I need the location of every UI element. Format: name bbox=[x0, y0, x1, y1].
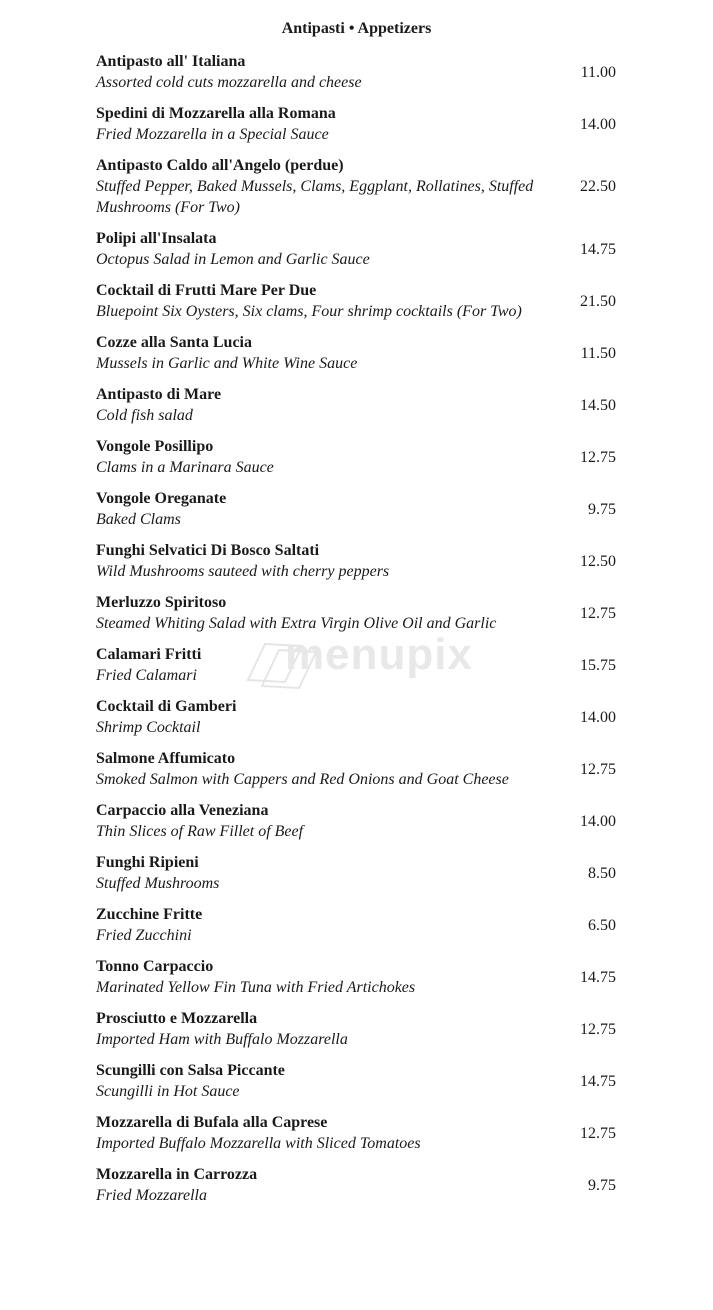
menu-item-price: 14.00 bbox=[580, 115, 616, 133]
menu-item-price: 14.75 bbox=[580, 1072, 616, 1090]
menu-item-text bbox=[96, 437, 556, 478]
menu-item bbox=[96, 853, 616, 894]
menu-item-name: Salmone Affumicato bbox=[96, 750, 236, 767]
menu-item-price: 12.75 bbox=[580, 760, 616, 778]
menu-item-description: Assorted cold cuts mozzarella and cheese bbox=[96, 74, 362, 91]
menu-item-price: 22.50 bbox=[580, 178, 616, 195]
menu-item-text bbox=[96, 104, 556, 145]
menu-item-name: Zucchine Fritte bbox=[96, 906, 203, 923]
menu-item-name: Mozzarella di Bufala alla Caprese bbox=[96, 1114, 328, 1131]
menu-item-price: 6.50 bbox=[588, 916, 616, 934]
menu-item-text bbox=[96, 333, 556, 374]
menu-item-price: 11.00 bbox=[580, 63, 616, 81]
menu-item-text bbox=[96, 593, 556, 634]
menu-item bbox=[96, 749, 616, 790]
menu-list bbox=[96, 52, 616, 1217]
section-title: Antipasti • Appetizers bbox=[281, 20, 432, 37]
menu-item-price: 12.75 bbox=[580, 1020, 616, 1038]
menu-item-description: Cold fish salad bbox=[96, 407, 193, 424]
menu-item-price: 14.00 bbox=[580, 812, 616, 830]
menu-item-name: Antipasto di Mare bbox=[96, 386, 222, 403]
menu-item-price: 14.00 bbox=[580, 708, 616, 726]
menu-item bbox=[96, 905, 616, 946]
menu-item-description: Thin Slices of Raw Fillet of Beef bbox=[96, 823, 304, 840]
menu-item-description: Fried Mozzarella in a Special Sauce bbox=[96, 126, 329, 143]
menu-item-description: Smoked Salmon with Cappers and Red Onions and Goat Cheese bbox=[96, 771, 509, 788]
menu-item bbox=[96, 333, 616, 374]
menu-item-text bbox=[96, 541, 556, 582]
menu-item-text bbox=[96, 697, 556, 738]
menu-item-text bbox=[96, 1113, 556, 1154]
menu-item bbox=[96, 1061, 616, 1102]
menu-item bbox=[96, 541, 616, 582]
menu-item bbox=[96, 156, 616, 218]
menu-item bbox=[96, 104, 616, 145]
menu-item-name: Calamari Fritti bbox=[96, 646, 202, 663]
menu-item-description: Scungilli in Hot Sauce bbox=[96, 1083, 240, 1100]
menu-item-description: Octopus Salad in Lemon and Garlic Sauce bbox=[96, 251, 370, 268]
menu-item bbox=[96, 593, 616, 634]
menu-item-name: Cozze alla Santa Lucia bbox=[96, 334, 252, 351]
menu-item bbox=[96, 957, 616, 998]
menu-item-price: 15.75 bbox=[580, 656, 616, 674]
menu-item-name: Funghi Ripieni bbox=[96, 854, 199, 871]
menu-item-description: Clams in a Marinara Sauce bbox=[96, 459, 274, 476]
menu-item-text bbox=[96, 957, 556, 998]
menu-item-description: Steamed Whiting Salad with Extra Virgin Olive Oil and Garlic bbox=[96, 615, 497, 632]
menu-item-name: Merluzzo Spiritoso bbox=[96, 594, 227, 611]
menu-item-name: Vongole Oreganate bbox=[96, 490, 227, 507]
menu-item-description: Mussels in Garlic and White Wine Sauce bbox=[96, 355, 358, 372]
menu-item-name: Spedini di Mozzarella alla Romana bbox=[96, 105, 336, 122]
menu-item-description: Stuffed Pepper, Baked Mussels, Clams, Eggplant, Rollatines, Stuffed Mushrooms (For Two) bbox=[96, 178, 534, 216]
menu-item-price: 9.75 bbox=[588, 500, 616, 518]
menu-item bbox=[96, 1165, 616, 1206]
menu-item-text bbox=[96, 1009, 556, 1050]
menu-item-name: Funghi Selvatici Di Bosco Saltati bbox=[96, 542, 320, 559]
menu-item-text bbox=[96, 853, 556, 894]
menu-item-description: Shrimp Cocktail bbox=[96, 719, 201, 736]
menu-item-price: 14.50 bbox=[580, 396, 616, 414]
menu-item bbox=[96, 229, 616, 270]
menu-item-description: Fried Mozzarella bbox=[96, 1187, 207, 1204]
menu-item-name: Mozzarella in Carrozza bbox=[96, 1166, 258, 1183]
menu-item-name: Antipasto Caldo all'Angelo (perdue) bbox=[96, 157, 344, 174]
menu-item-price: 12.75 bbox=[580, 604, 616, 622]
menu-item-name: Antipasto all' Italiana bbox=[96, 53, 246, 70]
menu-item-price: 9.75 bbox=[588, 1176, 616, 1194]
menu-item-price: 14.75 bbox=[580, 240, 616, 258]
menu-item-text bbox=[96, 156, 556, 218]
menu-item bbox=[96, 801, 616, 842]
menu-item-description: Marinated Yellow Fin Tuna with Fried Artichokes bbox=[96, 979, 416, 996]
menu-item bbox=[96, 489, 616, 530]
menu-item-text bbox=[96, 385, 556, 426]
menu-item-text bbox=[96, 52, 556, 93]
menu-item bbox=[96, 281, 616, 322]
menu-item-text bbox=[96, 281, 556, 322]
menu-item-price: 12.75 bbox=[580, 448, 616, 466]
menu-item-text bbox=[96, 801, 556, 842]
menu-item-text bbox=[96, 1165, 556, 1206]
menu-item bbox=[96, 1113, 616, 1154]
menu-item-name: Polipi all'Insalata bbox=[96, 230, 217, 247]
menu-item-text bbox=[96, 645, 556, 686]
menu-item-text bbox=[96, 489, 556, 530]
menu-item-text bbox=[96, 229, 556, 270]
menu-item-name: Prosciutto e Mozzarella bbox=[96, 1010, 258, 1027]
menu-item-name: Scungilli con Salsa Piccante bbox=[96, 1062, 285, 1079]
menu-item-text bbox=[96, 749, 556, 790]
menu-item bbox=[96, 437, 616, 478]
menu-item-description: Imported Buffalo Mozzarella with Sliced Tomatoes bbox=[96, 1135, 421, 1152]
menu-item-description: Imported Ham with Buffalo Mozzarella bbox=[96, 1031, 348, 1048]
menu-item-name: Cocktail di Frutti Mare Per Due bbox=[96, 282, 317, 299]
menu-item-price: 21.50 bbox=[580, 292, 616, 310]
menu-item-description: Bluepoint Six Oysters, Six clams, Four shrimp cocktails (For Two) bbox=[96, 303, 522, 320]
menu-item-description: Wild Mushrooms sauteed with cherry peppers bbox=[96, 563, 390, 580]
menu-item bbox=[96, 385, 616, 426]
menu-item-description: Baked Clams bbox=[96, 511, 181, 528]
menu-item-price: 12.75 bbox=[580, 1124, 616, 1142]
menu-item-name: Tonno Carpaccio bbox=[96, 958, 214, 975]
menu-item bbox=[96, 1009, 616, 1050]
menu-item bbox=[96, 697, 616, 738]
menu-item-price: 8.50 bbox=[588, 864, 616, 882]
menu-item-description: Fried Calamari bbox=[96, 667, 197, 684]
menu-item-name: Carpaccio alla Veneziana bbox=[96, 802, 269, 819]
menu-item-description: Fried Zucchini bbox=[96, 927, 192, 944]
menu-item-name: Vongole Posillipo bbox=[96, 438, 214, 455]
menu-item-price: 11.50 bbox=[580, 344, 616, 362]
menu-item bbox=[96, 645, 616, 686]
menu-item-price: 14.75 bbox=[580, 968, 616, 986]
menu-item-text bbox=[96, 1061, 556, 1102]
menu-item bbox=[96, 52, 616, 93]
menu-item-description: Stuffed Mushrooms bbox=[96, 875, 220, 892]
watermark-text: menupix bbox=[285, 630, 473, 679]
menu-item-name: Cocktail di Gamberi bbox=[96, 698, 237, 715]
menu-item-text bbox=[96, 905, 556, 946]
menu-item-price: 12.50 bbox=[580, 552, 616, 570]
